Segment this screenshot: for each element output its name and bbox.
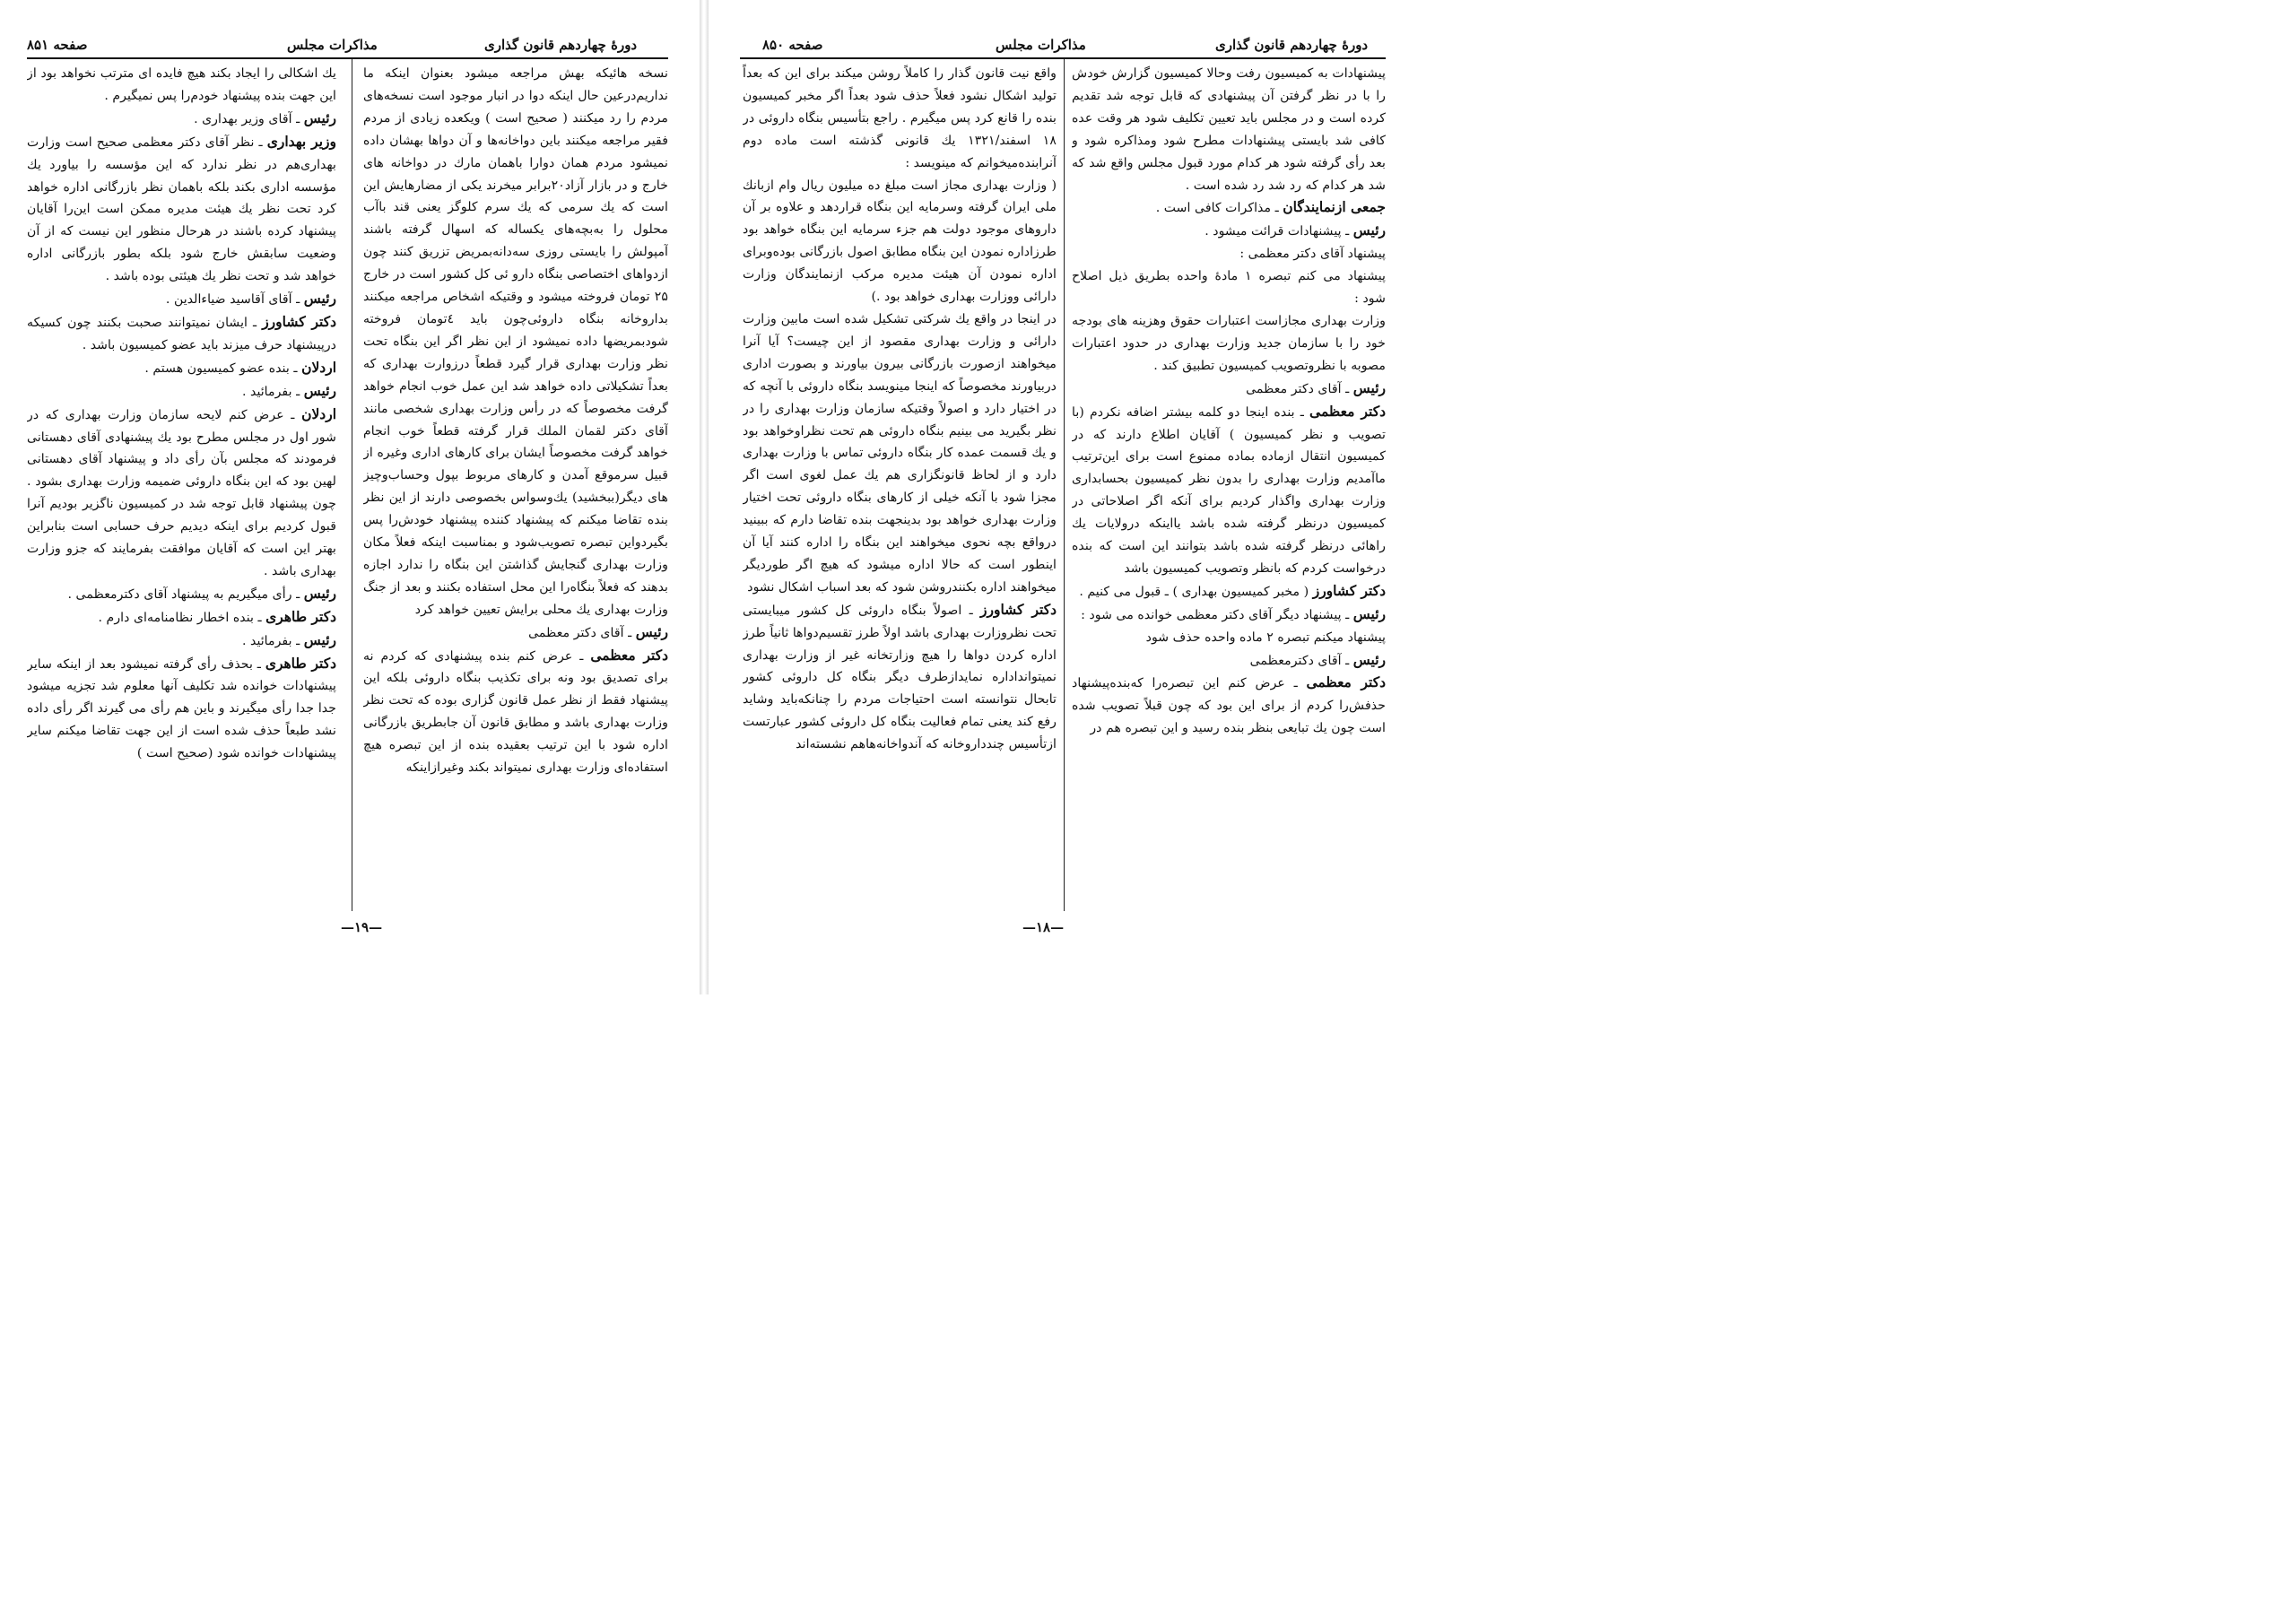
paragraph-text: ـ بفرمائید . bbox=[241, 633, 300, 648]
paragraph bbox=[27, 653, 336, 766]
page-label: صفحه ۸۵۰ bbox=[762, 37, 823, 53]
speaker-name: دکتر کشاورز bbox=[262, 312, 336, 330]
header-session: دورهٔ چهاردهم قانون گذاری bbox=[1215, 37, 1369, 53]
speaker-name: رئیس bbox=[303, 584, 336, 602]
column-right bbox=[363, 63, 668, 906]
paragraph bbox=[27, 404, 336, 583]
paragraph bbox=[27, 288, 336, 311]
column-right bbox=[1072, 63, 1386, 906]
paragraph-text: ـ نظر آقای دکتر معظمی صحیح است وزارت بهداری‌هم در نظر ندارد که این مؤسسه را بیاورد یك مؤسسه اداری بکند بلکه باهمان نظر بازرگانی اداره خواهد کرد تحت نظر یك هیئت مدیره ممکن است این‌را آقایان پیشنهاد کرده باشند در هرحال منظور این نیست که از آن وضعیت سابقش خارج شود بلکه بطور بازرگانی اداره خواهد شد و تحت نظر یك هیئتی بوده باشد . bbox=[27, 135, 336, 284]
speaker-name: رئیس bbox=[1352, 650, 1386, 668]
paragraph-text: ـ پیشنهاد دیگر آقای دکتر معظمی خوانده می شود : bbox=[1081, 607, 1350, 622]
paragraph-text: ( وزارت بهداری مجاز است مبلغ ده میلیون ریال وام ازبانك ملی ایران گرفته وسرمایه این بنگاه قراردهد و علاوه بر آن داروهای موجود دولت هم جزء سرمایه این بنگاه خواهد بود طرزاداره نمودن این بنگاه مطابق اصول بازرگانی بوده‌وبرای اداره نمودن آن هیئت مدیره مرکب ازنمایندگان وزارت دارائی ووزارت بهداری خواهد بود .) bbox=[743, 178, 1057, 305]
paragraph-text: ـ عرض کنم لایحه سازمان وزارت بهداری که در شور اول در مجلس مطرح بود یك پیشنهادی آقای دهستانی فرمودند که مجلس بآن رأی داد و پیشنهاد آقای دهستانی لهین بود که این بنگاه داروئی ضمیمه وزارت بهداری بشود . چون پیشنهاد قابل توجه شد در کمیسیون ناگزیر بودیم آنرا قبول کردیم برای اینکه دیدیم حرف حسابی است بنابراین بهتر این است که آقایان موافقت بفرمایند که جزو وزارت بهداری باشد . bbox=[27, 407, 336, 578]
speaker-name: اردلان bbox=[301, 404, 336, 422]
left-page bbox=[0, 0, 700, 994]
header-title: مذاکرات مجلس bbox=[287, 37, 378, 53]
book-gutter bbox=[700, 0, 709, 994]
paragraph bbox=[1072, 672, 1386, 740]
paragraph bbox=[1072, 580, 1386, 604]
paragraph-text: ـ پیشنهادات قرائت میشود . bbox=[1205, 224, 1350, 239]
paragraph-text: ـ رأی میگیریم به پیشنهاد آقای دکترمعظمی . bbox=[67, 586, 300, 602]
paragraph-text: وزارت بهداری مجازاست اعتبارات حقوق وهزینه های بودجه خود را با سازمان جدید وزارت بهداری در حدود اعتبارات مصوبه با نظروتصویب کمیسیون تطبیق کند . bbox=[1072, 313, 1386, 373]
paragraph-text: ـ بحذف رأی گرفته نمیشود بعد از اینکه سایر پیشنهادات خوانده شد تکلیف آنها معلوم شد تجزیه میشود جدا جدا رأی میگیرند و باین هم رأی می گیرند اگر رأی داده نشد طبعاً حذف شده است از این جهت تقاضا میکنم سایر پیشنهادات خوانده شود (صحیح است ) bbox=[27, 656, 336, 761]
paragraph bbox=[27, 357, 336, 380]
paragraph bbox=[1072, 604, 1386, 627]
column-divider bbox=[1064, 59, 1065, 911]
paragraph bbox=[1072, 265, 1386, 310]
paragraph bbox=[27, 63, 336, 108]
paragraph bbox=[1072, 378, 1386, 401]
page-number: —۱۹— bbox=[341, 919, 383, 935]
page-label: صفحه ۸۵۱ bbox=[27, 37, 88, 53]
column-left bbox=[743, 63, 1057, 906]
speaker-name: دکتر کشاورز bbox=[980, 600, 1057, 618]
paragraph-text: ـ آقای آقاسید ضیاءالدین . bbox=[165, 292, 300, 308]
speaker-name: اردلان bbox=[301, 358, 336, 376]
right-page bbox=[709, 0, 1406, 994]
paragraph bbox=[743, 63, 1057, 175]
header-rule bbox=[27, 57, 668, 59]
paragraph bbox=[27, 583, 336, 606]
paragraph-text: ـ مذاکرات کافی است . bbox=[1155, 201, 1279, 216]
paragraph-text: پیشنهاد آقای دکتر معظمی : bbox=[1239, 247, 1386, 262]
header-session: دورهٔ چهاردهم قانون گذاری bbox=[484, 37, 638, 53]
paragraph-text: ( مخبر کمیسیون بهداری ) ـ قبول می کنیم . bbox=[1079, 584, 1309, 599]
paragraph-text: ـ آقای دکتر معظمی bbox=[528, 625, 632, 640]
paragraph bbox=[27, 630, 336, 653]
paragraph-text: ـ عرض کنم بنده پیشنهادی که کردم نه برای تصدیق بود ونه برای تکذیب بنگاه داروئی بلکه این پیشنهاد فقط از نظر عمل قانون گزاری بوده که تحت نظر وزارت بهداری باشد و مطابق قانون آن جابطریق بازرگانی اداره شود با این ترتیب بعقیده بنده از این تبصره هیچ استفاده‌ای وزارت بهداری نمیتواند بکند وغیرازاینکه bbox=[363, 648, 668, 776]
speaker-name: جمعی ازنمایندگان bbox=[1283, 198, 1386, 216]
paragraph-text: ـ ایشان نمیتوانند صحبت بکنند چون کسیکه درپیشنهاد حرف میزند باید عضو کمیسیون باشد . bbox=[27, 315, 336, 352]
speaker-name: رئیس bbox=[635, 622, 668, 640]
paragraph-text: ـ بنده اینجا دو کلمه بیشتر اضافه نکردم (با تصویب و نظر کمیسیون ) آقایان اطلاع دارند که در کمیسیون انتقال ازماده بماده ممنوع است برای این‌ترتیب ما‌آمدیم وزارت بهداری را بدون نظر کمیسیون بحسابداری وزارت بهداری واگذار کردیم برای آنکه اگر اصلاحاتی در کمیسیون درنظر گرفته شده باشد یااینکه درولایات یك راهائی درنظر گرفته شده باشد بتوانند این است که بنده درخواست کردم که بانظر وتصویب کمیسیون باشد bbox=[1072, 404, 1386, 576]
speaker-name: دکتر طاهری bbox=[265, 607, 336, 625]
paragraph-text: در اینجا در واقع یك شرکتی تشکیل شده است مابین وزارت دارائی و وزارت بهداری مقصود از این چیست؟ آیا آنرا میخواهند ازصورت بازرگانی بیرون بیاورند و بصورت اداری دربیاورند مخصوصاً که اینجا مینویسد بنگاه داروئی با آنچه که در اختیار دارد و اصولاً وقتیکه سازمان وزارت بهداری را در نظر بگیرید می بینیم بنگاه داروئی هم تحت نظراوخواهد بود و یك قسمت عمده کار بنگاه داروئی تماس با وزارت بهداری دارد و از لحاظ قانونگزاری هم یك عمل لغوی است اگر مجزا شود با آنکه خیلی از کارهای بنگاه داروئی تحت اختیار وزارت بهداری خواهد بود بدینجهت بنده تقاضا دارم که ببینید درواقع بچه نحوی میخواهند این بنگاه را اداره کنند آیا آن اینطور است که حالا اداره میشود که هیچ اگر طوردیگر میخواهند اداره بکنندروشن شود که بعد اسباب اشکال نشود bbox=[743, 311, 1057, 595]
speaker-name: دکتر طاهری bbox=[265, 654, 336, 672]
speaker-name: رئیس bbox=[303, 290, 336, 308]
paragraph-text: ـ آقای وزیر بهداری . bbox=[194, 111, 300, 126]
paragraph bbox=[1072, 310, 1386, 378]
paragraph-text: پیشنهاد میکنم تبصره ۲ ماده واحده حذف شود bbox=[1145, 630, 1386, 645]
paragraph bbox=[743, 599, 1057, 756]
paragraph-text: ـ آقای دکتر معظمی bbox=[1246, 381, 1350, 396]
paragraph bbox=[743, 308, 1057, 599]
paragraph-text: ـ آقای دکترمعظمی bbox=[1249, 653, 1350, 668]
header-title: مذاکرات مجلس bbox=[996, 37, 1086, 53]
speaker-name: دکتر کشاورز bbox=[1312, 581, 1386, 599]
column-left bbox=[27, 63, 336, 906]
speaker-name: دکتر معظمی bbox=[590, 646, 668, 664]
paragraph bbox=[1072, 243, 1386, 265]
paragraph bbox=[27, 380, 336, 404]
speaker-name: رئیس bbox=[1352, 378, 1386, 396]
speaker-name: رئیس bbox=[1352, 604, 1386, 622]
paragraph-text: ـ بنده اخطار نظامنامه‌ای دارم . bbox=[98, 610, 262, 625]
paragraph bbox=[1072, 63, 1386, 196]
paragraph-text: ـ بنده عضو کمیسیون هستم . bbox=[144, 360, 298, 376]
paragraph-text: ـ بفرمائید . bbox=[241, 384, 300, 399]
speaker-name: رئیس bbox=[303, 630, 336, 648]
speaker-name: رئیس bbox=[303, 109, 336, 126]
speaker-name: دکتر معظمی bbox=[1306, 673, 1386, 691]
speaker-name: وزیر بهداری bbox=[266, 132, 336, 150]
page-number: —۱۸— bbox=[1022, 919, 1065, 935]
paragraph bbox=[1072, 220, 1386, 243]
paragraph bbox=[743, 175, 1057, 308]
speaker-name: رئیس bbox=[303, 381, 336, 399]
paragraph-text: نسخه هائیکه بهش مراجعه میشود بعنوان اینکه ما نداریم‌درعین حال اینکه دوا در انبار موجود است نسخه‌های مردم را رد میکنند ( صحیح است ) ویکعده زیادی از مردم فقیر مراجعه میکنند باین دواخانه‌ها و آن دواها بهشان داده نمیشود مردم همان دوارا باهمان مارك در دواخانه های خارج و در بازار آزاد۲۰برابر میخرند یکی از مضارهایش این است که یك سرمی که یك سرم کلوگز یعنی قند باآب محلول را به‌بچه‌های یکساله که اسهال گرفته باشند آمپولش را بایستی روزی سه‌دانه‌بمریض تزریق کنند چون ازدواهای اختصاصی بنگاه دارو ئی کل کشور است در خارج ۲۵ تومان فروخته میشود و وقتیکه اشخاص مراجعه میکنند بداروخانه بنگاه داروئی‌چون باید ٤تومان فروخته شودبمریضها داده نمیشود از این نظر اگر این بنگاه تحت نظر وزارت بهداری قرار گیرد قطعاً درزوارت بهداری که بعداً تشکیلاتی داده خواهد شد این عمل خوب انجام خواهد گرفت مخصوصاً که در رأس وزارت بهداری شخصی مانند آقای دکتر لقمان الملك قرار گرفته قطعاً خوب انجام خواهد گرفت مخصوصاً ایشان برای کارهای اداری وغیره از قبیل سرموقع آمدن و کارهای مربوط بپول وحساب‌وچیز های دیگر(ببخشید) یك‌وسواس بخصوصی دارند از این نظر بنده تقاضا میکنم که پیشنهاد کننده پیشنهاد خودش‌را پس بگیرد‌واین تبصره تصویب‌شود و بمناسبت اینکه فعلاً مکان وزارت بهداری گنجایش گذاشتن این بنگاه را ندارد اجازه بدهند که فعلاً بنگاه‌را این محل استفاده بکنند و بعد از جنگ وزارت بهداری یك محلی برایش تعیین خواهد کرد bbox=[363, 66, 668, 617]
header-rule bbox=[740, 57, 1386, 59]
paragraph bbox=[363, 621, 668, 645]
paragraph-text: یك اشکالی را ایجاد بکند هیچ فایده ای مترتب نخواهد بود از این جهت بنده پیشنهاد خودم‌را پس نمیگیرم . bbox=[27, 66, 336, 103]
paragraph bbox=[27, 311, 336, 357]
paragraph bbox=[363, 63, 668, 621]
paragraph bbox=[27, 108, 336, 131]
paragraph bbox=[27, 131, 336, 288]
paragraph-text: پیشنهاد می کنم تبصره ۱ مادهٔ واحده بطریق ذیل اصلاح شود : bbox=[1072, 269, 1386, 307]
speaker-name: دکتر معظمی bbox=[1309, 402, 1386, 420]
paragraph-text: ـ اصولاً بنگاه داروئی کل کشور میبایستی تحت نظروزارت بهداری باشد اولاً طرز تقسیم‌دواها ثانیاً طرز اداره کردن دواها را هیچ وزارتخانه غیر از وزارت بهداری نمیتوانداداره نمایدازطرف دیگر بنگاه کل داروئی کشور تابحال نتوانسته است احتیاجات مردم را چنانکه‌باید وشاید رفع کند یعنی تمام فعالیت بنگاه کل داروئی کشور عبارتست ازتأسیس چندداروخانه که آندواخانه‌هاهم نشسته‌اند bbox=[743, 603, 1057, 752]
paragraph bbox=[1072, 627, 1386, 649]
paragraph-text: واقع نیت قانون گذار را کاملاً روشن میکند برای این که بعداً تولید اشکال نشود فعلاً حذف شود بعداً اگر مخبر کمیسیون بنده را قانع کرد پس میگیرم . راجع بتأسیس بنگاه داروئی در ۱۸ اسفند/۱۳۲۱ یك قانونی گذشته است ماده دوم آنرابنده‌میخوانم که مینویسد : bbox=[743, 66, 1057, 170]
speaker-name: رئیس bbox=[1352, 221, 1386, 239]
paragraph bbox=[27, 606, 336, 630]
paragraph-text: پیشنهادات به کمیسیون رفت وحالا کمیسیون گزارش خودش را با در نظر گرفتن آن پیشنهادی که قابل توجه شد تقدیم کرده است و در مجلس باید تعیین تکلیف شود هر وقت عده کافی شد بایستی پیشنهادات مطرح شود ومذاکره شود و بعد رأی گرفته شود هر کدام مورد قبول مجلس واقع شد که شد هر کدام که رد شد رد شده است . bbox=[1072, 66, 1386, 193]
paragraph bbox=[1072, 649, 1386, 673]
paragraph bbox=[1072, 196, 1386, 220]
paragraph bbox=[1072, 401, 1386, 580]
paragraph bbox=[363, 645, 668, 779]
paragraph-text: ـ عرض کنم این تبصره‌را که‌بنده‌پیشنهاد حذفش‌را کردم ‌از برای این بود که چون قبلاً تصویب شده است چون یك تبایعی بنظر بنده رسید و این تبصره هم در bbox=[1072, 676, 1386, 736]
